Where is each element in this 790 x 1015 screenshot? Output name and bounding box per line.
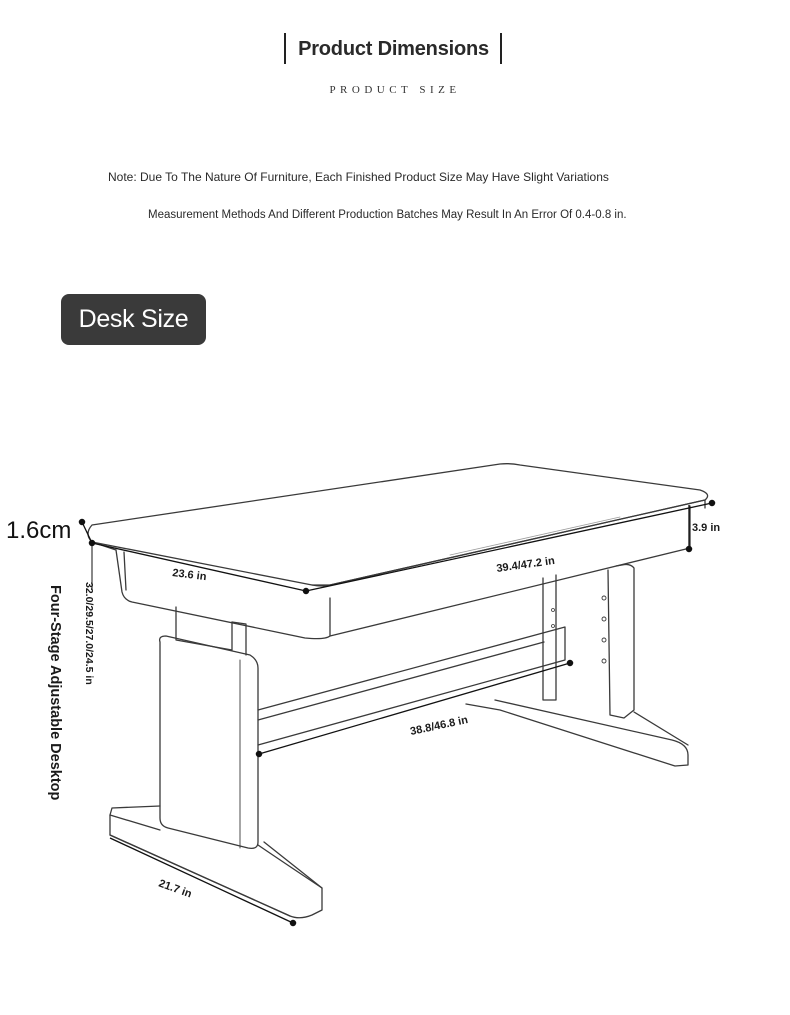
right-foot [466, 700, 688, 766]
height-caption: Four-Stage Adjustable Desktop [47, 585, 63, 801]
beam-length-label: 38.8/46.8 in [409, 713, 470, 738]
width-label: 39.4/47.2 in [495, 554, 556, 575]
left-foot [110, 806, 322, 918]
page-title: Product Dimensions [298, 38, 489, 60]
right-upper-column [543, 575, 556, 700]
right-lower-column [608, 564, 634, 718]
top-thickness-label: 1.6cm [6, 517, 72, 544]
variation-note: Note: Due To The Nature Of Furniture, Each Finished Product Size May Have Slight Variations [108, 170, 609, 184]
apron-height-label: 3.9 in [692, 522, 721, 534]
desk-size-badge: Desk Size [61, 294, 206, 345]
depth-label: 23.6 in [171, 567, 208, 584]
error-note: Measurement Methods And Different Production Batches May Result In An Error Of 0.4-0.8 in. [148, 209, 627, 221]
foot-length-label: 21.7 in [156, 877, 194, 901]
drawer-groove [450, 517, 620, 555]
page-subtitle: PRODUCT SIZE [329, 84, 461, 96]
left-lower-column [160, 636, 258, 848]
apron-inner [124, 552, 126, 590]
apron-left [116, 550, 330, 639]
height-options-label: 32.0/29.5/27.0/24.5 in [83, 582, 95, 685]
